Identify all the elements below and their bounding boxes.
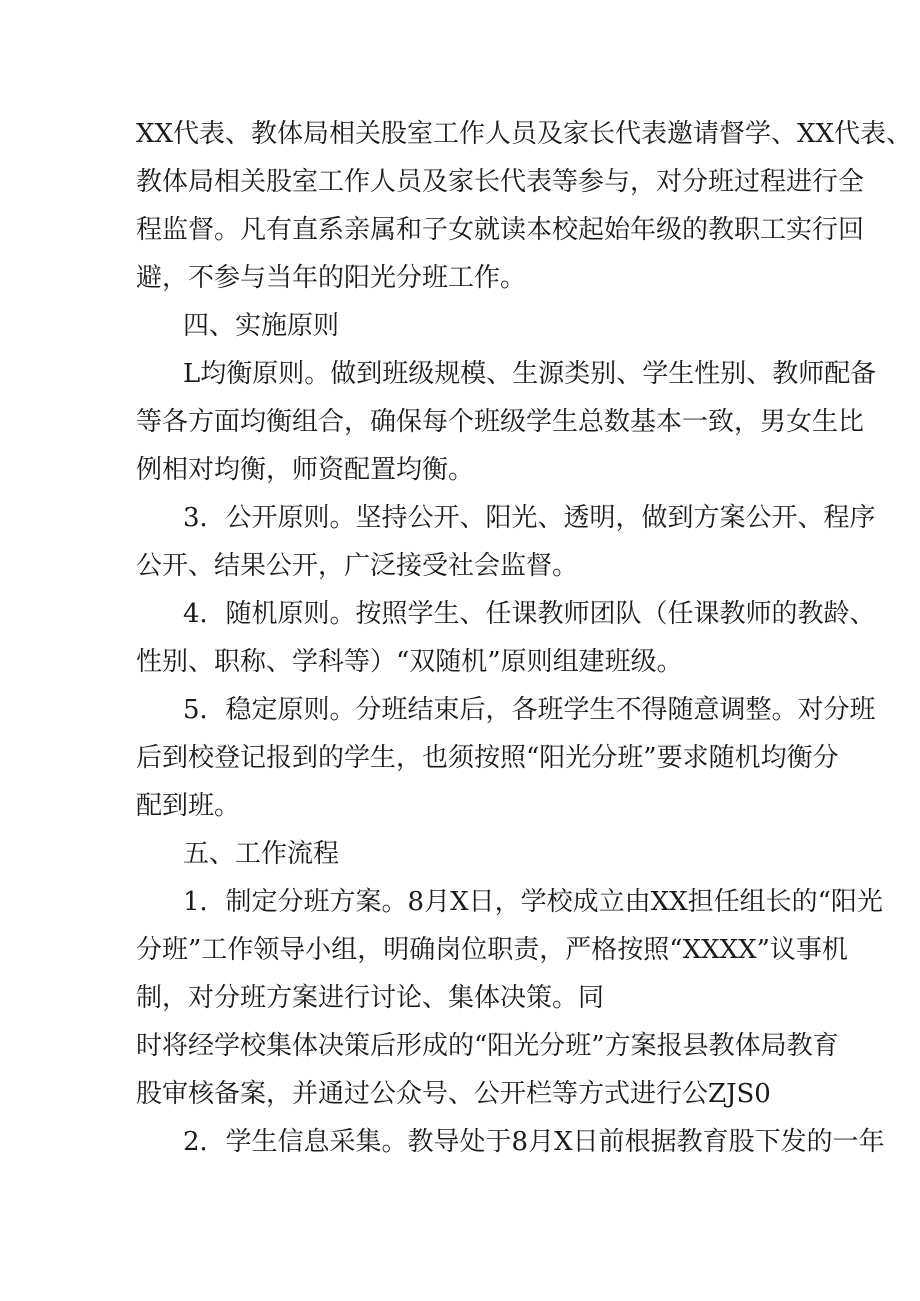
text-line: 4．随机原则。按照学生、任课教师团队（任课教师的教龄、 — [183, 599, 876, 629]
section-heading: 四、实施原则 — [183, 311, 340, 341]
text-line: 时将经学校集体决策后形成的“阳光分班”方案报县教体局教育 — [136, 1031, 839, 1061]
text-line: 例相对均衡，师资配置均衡。 — [136, 455, 475, 485]
text-line: 1．制定分班方案。8月X日，学校成立由XX担任组长的“阳光 — [183, 887, 883, 917]
text-line: 等各方面均衡组合，确保每个班级学生总数基本一致，男女生比 — [136, 407, 865, 437]
text-line: 制，对分班方案进行讨论、集体决策。同 — [136, 983, 605, 1013]
text-line: 避，不参与当年的阳光分班工作。 — [136, 263, 527, 293]
text-line: 性别、职称、学科等）“双随机”原则组建班级。 — [136, 647, 683, 677]
text-line: L均衡原则。做到班级规模、生源类别、学生性别、教师配备 — [183, 359, 877, 389]
section-heading: 五、工作流程 — [183, 839, 340, 869]
text-line: 配到班。 — [136, 791, 241, 821]
text-line: 股审核备案，并通过公众号、公开栏等方式进行公ZJS0 — [136, 1079, 771, 1109]
text-line: XX代表、教体局相关股室工作人员及家长代表邀请督学、XX代表、 — [136, 119, 913, 149]
text-line: 程监督。凡有直系亲属和子女就读本校起始年级的教职工实行回 — [136, 215, 865, 245]
text-line: 2．学生信息采集。教导处于8月X日前根据教育股下发的一年 — [183, 1127, 885, 1157]
text-line: 3．公开原则。坚持公开、阳光、透明，做到方案公开、程序 — [183, 503, 876, 533]
text-line: 教体局相关股室工作人员及家长代表等参与，对分班过程进行全 — [136, 167, 865, 197]
text-line: 后到校登记报到的学生，也须按照“阳光分班”要求随机均衡分 — [136, 743, 839, 773]
text-line: 分班”工作领导小组，明确岗位职责，严格按照“XXXX”议事机 — [136, 935, 848, 965]
text-line: 5．稳定原则。分班结束后，各班学生不得随意调整。对分班 — [183, 695, 876, 725]
text-line: 公开、结果公开，广泛接受社会监督。 — [136, 551, 579, 581]
